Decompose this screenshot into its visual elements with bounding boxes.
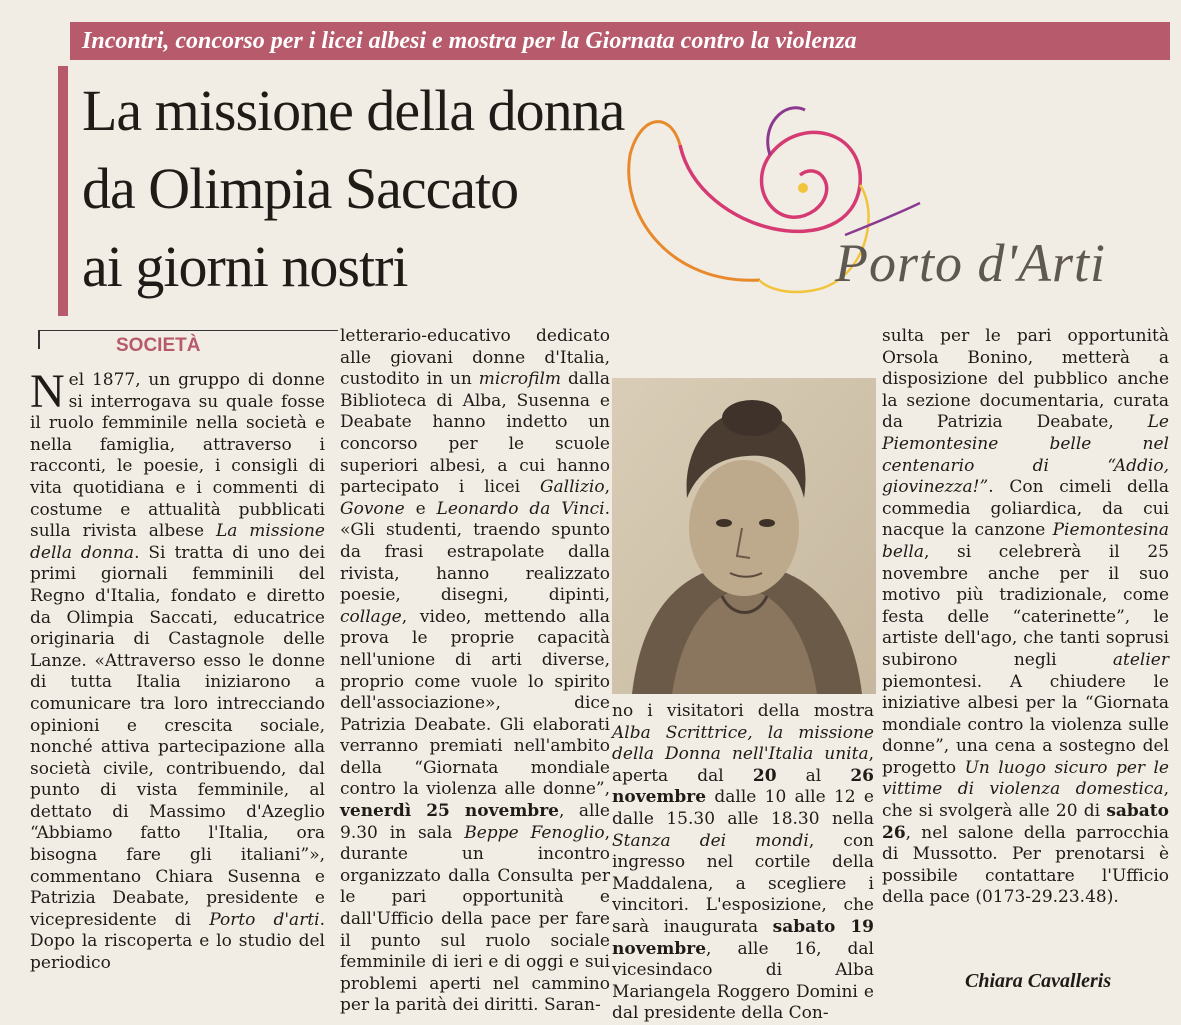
italic: Leonardo da Vinci <box>436 498 605 519</box>
text: al <box>776 765 851 786</box>
text: . Con cimeli della commedia goliardica, da cui nacque la canzone <box>882 477 1169 541</box>
text: , che si svolgerà alle 20 di <box>882 779 1169 822</box>
association-name: Porto d'arti <box>209 909 320 930</box>
logo-wordmark: Porto d'Arti <box>835 233 1107 293</box>
section-tick <box>38 331 40 349</box>
article-column-2 <box>340 326 610 1017</box>
text: . Dopo la riscoperta e lo studio del periodico <box>30 909 325 974</box>
italic: atelier <box>1112 649 1169 670</box>
italic: Beppe Fenoglio <box>464 822 605 843</box>
text: . Si tratta di uno dei primi giornali femminili del Regno d'Italia, fondato e diretto da Olimpia Saccati, educatrice originaria di Castagnole delle Lanze. «Attraverso esso le donne di tutta Italia iniziarono a comunicare tra loro intrecciando opinioni e crescita sociale, nonché attiva partecipazione alla società civile, contribuendo, dal punto di vista femminile, al dettato di Massimo d'Azeglio “Abbiamo fatto l'Italia, ora bisogna fare gli italiani”», commentano Chiara Susenna e Patrizia Deabate, presidente e vicepresidente di <box>30 542 325 930</box>
paragraph <box>340 326 610 1017</box>
text: , alle 9.30 in sala <box>340 801 610 843</box>
italic: collage <box>340 606 402 627</box>
text: . «Gli studenti, traendo spunto da frasi estrapolate dalla rivista, hanno realizzato poesie, disegni, dipinti, <box>340 498 611 606</box>
headline-rule <box>58 66 68 316</box>
section-tag <box>38 330 338 355</box>
headline-line-3: ai giorni nostri <box>82 234 408 299</box>
italic: Govone <box>340 498 405 519</box>
portrait-engraving <box>612 378 876 694</box>
headline <box>82 72 642 306</box>
italic: microfilm <box>478 369 562 390</box>
headline-line-1: La missione della donna <box>82 78 625 143</box>
article-column-1 <box>30 365 325 975</box>
article-column-4 <box>882 326 1169 909</box>
italic: Un luogo sicuro per le vittime di violenza domestica <box>882 757 1169 800</box>
bold-date: venerdì 25 novembre <box>340 801 559 822</box>
paragraph <box>882 326 1169 909</box>
text: piemontesi. A chiudere le iniziative albesi per la “Giornata mondiale contro la violenza sulle donne”, una cena a sostegno del progetto <box>882 671 1169 778</box>
paragraph <box>612 701 874 1025</box>
italic: Le Piemontesine belle nel centenario di “Addio, giovinezza!” <box>882 412 1169 498</box>
italic: Piemontesina bella <box>882 520 1169 562</box>
paragraph <box>30 365 325 975</box>
bold-date: 20 <box>752 765 777 786</box>
magazine-title: La missione della donna <box>30 521 325 563</box>
text: dalla Biblioteca di Alba, Susenna e Deabate hanno indetto un concorso per le scuole superiori albesi, a cui hanno partecipato i licei <box>340 369 610 498</box>
text: , aperta dal <box>612 744 874 786</box>
text: , durante un incontro organizzato dalla Consulta per le pari opportunità e dall'Ufficio della pace per fare il punto sul ruolo sociale femminile di ieri e di oggi e sui problemi aperti nel cammino per la parità dei diritti. Saran- <box>340 822 610 1016</box>
text: , si celebrerà il 25 novembre anche per il suo motivo più tradizionale, come festa delle “caterinette”, le artiste dell'ago, che tanti soprusi subirono negli <box>882 541 1169 670</box>
text: , <box>604 477 610 498</box>
text: , alle 16, dal vicesindaco di Alba Mariangela Roggero Domini e dal presidente della Con- <box>612 938 874 1024</box>
text: dalle 10 alle 12 e dalle 15.30 alle 18.30 nella <box>612 787 874 829</box>
byline: Chiara Cavalleris <box>965 970 1112 992</box>
text: , con ingresso nel cortile della Maddalena, a scegliere i vincitori. L'esposizione, che sarà inaugurata <box>612 830 874 937</box>
text: e <box>404 498 437 519</box>
headline-line-2: da Olimpia Saccato <box>82 156 519 221</box>
italic: Stanza dei mondi <box>612 830 809 851</box>
text: el 1877, un gruppo di donne si interrogava su quale fosse il ruolo femminile nella società e nella famiglia, attraverso i racconti, le poesie, i consigli di vita quotidiana e i commenti di costume e attualità pubblicati sulla rivista albese <box>30 370 325 542</box>
text: sulta per le pari opportunità Orsola Bonino, metterà a disposizione del pubblico anche la sezione documentaria, curata da Patrizia Deabate, <box>882 326 1169 433</box>
bold-date: sabato 19 novembre <box>612 916 874 959</box>
section-label: SOCIETÀ <box>116 335 201 356</box>
bold-date: sabato 26 <box>882 801 1169 843</box>
drop-cap: N <box>30 365 65 418</box>
text: , video, mettendo alla prova le proprie capacità nell'unione di arti diverse, proprio come vuole lo spirito dell'associazione», dice Patrizia Deabate. Gli elaborati verranno premiati nell'ambito della “Giornata mondiale contro la violenza alle donne”, <box>340 606 610 800</box>
text: , nel salone della parrocchia di Mussotto. Per prenotarsi è possibile contattare l'Ufficio della pace (0173-29.23.48). <box>882 822 1169 908</box>
text: letterario-educativo dedicato alle giovani donne d'Italia, custodito in un <box>340 326 610 390</box>
article-column-3 <box>612 701 874 1025</box>
text: no i visitatori della mostra <box>612 701 874 721</box>
exhibition-title: Alba Scrittrice, la missione della Donna nell'Italia unita <box>612 722 874 765</box>
kicker-banner: Incontri, concorso per i licei albesi e mostra per la Giornata contro la violenza <box>70 22 1170 60</box>
italic: Gallizio <box>539 477 605 498</box>
bold-date: 26 novembre <box>612 765 874 808</box>
